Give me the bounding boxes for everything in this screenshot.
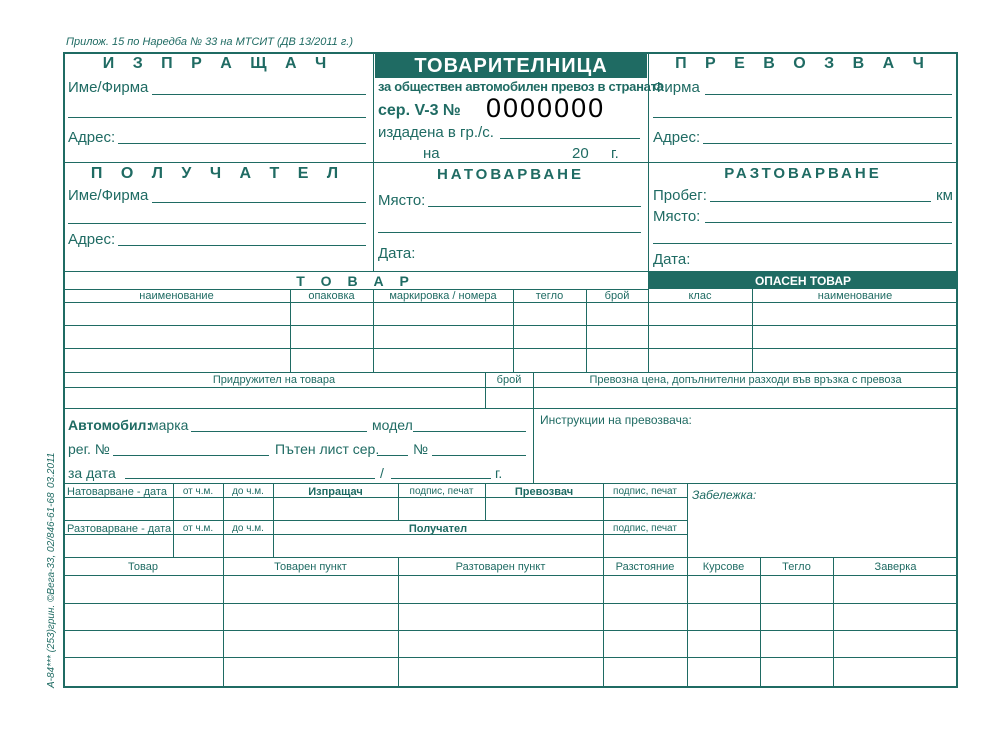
loading-date-col: Натоварване - дата [67,486,167,498]
series-label: сер. V-3 № [378,102,461,119]
recipient-sign-col: Получател [408,523,468,535]
waybill-subtitle: за обществен автомобилен превоз в страната [378,79,664,94]
unloading-date-label: Дата: [653,251,691,268]
goods-col-package: опаковка [308,290,355,302]
on-label: на [423,145,440,162]
dangerous-goods-title: ОПАСЕН ТОВАР [754,274,852,288]
reg-label: рег. № [68,441,110,457]
unloading-from-col: от ч.м. [182,523,214,534]
escort-count-label: брой [496,374,522,386]
trip-sheet-label: Пътен лист сер. [275,441,380,457]
reg-field[interactable] [113,455,269,456]
sender-name-label: Име/Фирма [68,79,149,96]
for-date-field[interactable] [125,478,375,479]
carrier-address-field[interactable] [703,143,952,144]
sender-address-field[interactable] [118,143,366,144]
loading-date-label: Дата: [378,245,416,262]
recipient-name-field[interactable] [152,202,366,203]
recipient-address-label: Адрес: [68,231,116,248]
date-slash: / [380,465,384,481]
dangerous-col-class: клас [688,290,712,302]
vehicle-label: Автомобил: [68,417,152,433]
side-print-printer: А-84*** (253)грин. ©Вега-33, 02/846-61-68 [46,492,57,688]
trip-sheet-series-field[interactable] [377,455,408,456]
regulation-note: Прилож. 15 по Наредба № 33 на МТСИТ (ДВ 13/2011 г.) [66,36,354,48]
for-date-label: за дата [68,465,116,481]
side-print-date: 03.2011 [46,452,57,488]
unloading-to-col: до ч.м. [232,523,264,534]
date-year-suffix: г. [495,465,503,481]
trip-sheet-no-label: № [413,441,429,457]
recipient-name-label: Име/Фирма [68,187,149,204]
unloading-place-field-2[interactable] [653,243,952,244]
route-col-unloading-point: Разтоварен пункт [455,561,546,573]
loading-from-col: от ч.м. [182,486,214,497]
sender-title: И З П Р А Щ А Ч [102,55,334,72]
goods-title: Т О В А Р [296,273,415,289]
carrier-stamp-col: подпис, печат [613,486,677,497]
for-date-field-2[interactable] [391,478,491,479]
issued-place-field[interactable] [500,138,640,139]
carrier-firm-field-2[interactable] [653,117,952,118]
unloading-place-label: Място: [653,208,701,225]
vehicle-model-label: модел [372,417,413,433]
mileage-field[interactable] [710,201,931,202]
goods-col-count: брой [604,290,630,302]
sender-name-field[interactable] [152,94,366,95]
loading-place-field[interactable] [428,206,641,207]
remarks-label: Забележка: [692,488,757,502]
recipient-name-field-2[interactable] [68,223,366,224]
goods-col-name: наименование [139,290,214,302]
dangerous-col-name: наименование [817,290,893,302]
vehicle-make-label: марка [149,417,189,433]
unloading-date-col: Разтоварване - дата [67,523,172,535]
sender-address-label: Адрес: [68,129,116,146]
form-frame [63,52,958,688]
route-col-trips: Курсове [702,561,745,573]
unloading-title: РАЗТОВАРВАНЕ [724,165,882,182]
loading-place-label: Място: [378,192,426,209]
carrier-firm-label: Фирма [653,79,700,96]
unloading-place-field[interactable] [705,222,952,223]
recipient-stamp-col: подпис, печат [613,523,677,534]
year-label: 20 [572,145,589,162]
route-col-goods: Товар [128,561,158,573]
year-suffix: г. [611,145,619,162]
carrier-title: П Р Е В О З В А Ч [675,55,931,72]
carrier-address-label: Адрес: [653,129,701,146]
waybill-number: 0000000 [486,93,606,123]
route-col-weight: Тегло [782,561,811,573]
carrier-firm-field[interactable] [705,94,952,95]
loading-to-col: до ч.м. [232,486,264,497]
vehicle-make-field[interactable] [191,431,367,432]
km-label: км [936,187,953,204]
route-col-certification: Заверка [874,561,917,573]
loading-place-field-2[interactable] [378,232,641,233]
carrier-instructions-label: Инструкции на превозвача: [540,413,692,427]
carrier-sign-col: Превозвач [514,486,574,498]
trip-sheet-no-field[interactable] [432,455,526,456]
goods-col-weight: тегло [535,290,564,302]
mileage-label: Пробег: [653,187,707,204]
waybill-title-band [375,54,647,78]
sender-sign-col: Изпращач [308,486,363,498]
loading-title: НАТОВАРВАНЕ [436,166,585,183]
price-label: Превозна цена, допълнителни разходи във връзка с превоза [589,374,902,386]
issued-label: издадена в гр./с. [378,124,494,141]
sender-name-field-2[interactable] [68,117,366,118]
waybill-title: ТОВАРИТЕЛНИЦА [414,55,608,77]
recipient-address-field[interactable] [118,245,366,246]
vehicle-model-field[interactable] [413,431,526,432]
sender-stamp-col: подпис, печат [409,486,474,497]
escort-label: Придружител на товара [212,374,336,386]
recipient-title: П О Л У Ч А Т Е Л [90,165,346,182]
route-col-loading-point: Товарен пункт [274,561,347,573]
goods-col-marking: маркировка / номера [389,290,497,302]
dangerous-goods-band [649,272,957,289]
route-col-distance: Разстояние [615,561,675,573]
